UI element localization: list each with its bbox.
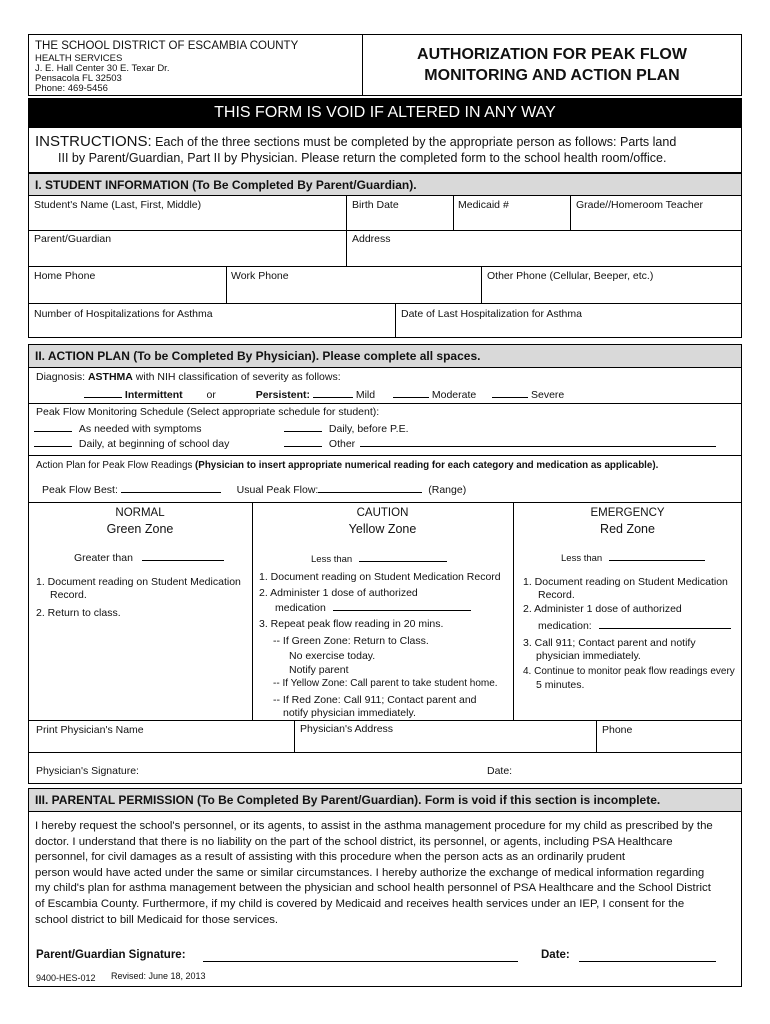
diagnosis-label: Diagnosis: bbox=[36, 371, 86, 383]
severe-label: Severe bbox=[530, 389, 565, 401]
persistent-label: Persistent: bbox=[255, 389, 310, 401]
diagnosis-line bbox=[36, 371, 341, 383]
mild-label: Mild bbox=[355, 389, 376, 401]
emergency-item-1b: Record. bbox=[538, 589, 575, 601]
peak-flow-line bbox=[42, 482, 466, 496]
daily-pe-blank[interactable] bbox=[284, 421, 322, 432]
daily-beginning-option bbox=[34, 436, 229, 450]
birth-date-field[interactable]: Birth Date bbox=[352, 199, 399, 211]
permission-line-2: doctor. I understand that there is no liability on the part of the school district, its personnel, or agents, including PSA Healthcare bbox=[35, 835, 673, 848]
address-line-2: Pensacola FL 32503 bbox=[35, 73, 122, 84]
diagnosis-text: with NIH classification of severity as follows: bbox=[135, 371, 341, 383]
instructions-text-1: Each of the three sections must be completed by the appropriate person as follows: Parts land bbox=[155, 135, 677, 149]
physician-date-field[interactable]: Date: bbox=[487, 765, 513, 777]
caution-item-notify: Notify parent bbox=[289, 664, 349, 676]
caution-item-red-b: notify physician immediately. bbox=[283, 707, 416, 719]
emergency-item-2b bbox=[538, 618, 731, 632]
caution-item-red: -- If Red Zone: Call 911; Contact parent and bbox=[273, 694, 477, 706]
caution-threshold-blank[interactable] bbox=[359, 551, 447, 562]
student-name-field[interactable]: Student's Name (Last, First, Middle) bbox=[34, 199, 202, 211]
medicaid-field[interactable]: Medicaid # bbox=[458, 199, 509, 211]
form-title-line-1: AUTHORIZATION FOR PEAK FLOW bbox=[417, 46, 687, 63]
caution-item-no-exercise: No exercise today. bbox=[289, 650, 376, 662]
home-phone-field[interactable]: Home Phone bbox=[34, 270, 96, 282]
section-3-header: III. PARENTAL PERMISSION (To Be Completed By Parent/Guardian). Form is void if this section is incomplete. bbox=[28, 788, 742, 812]
emergency-item-3b: physician immediately. bbox=[536, 650, 641, 662]
usual-peak-blank[interactable] bbox=[318, 482, 422, 493]
emergency-zone-subtitle: Red Zone bbox=[600, 522, 655, 536]
section-1-header: I. STUDENT INFORMATION (To Be Completed By Parent/Guardian). bbox=[28, 173, 742, 196]
emergency-medication-blank[interactable] bbox=[599, 618, 731, 629]
physician-phone-field[interactable]: Phone bbox=[602, 724, 633, 736]
intermittent-blank[interactable] bbox=[84, 387, 122, 398]
emergency-less-than-label: Less than bbox=[561, 553, 603, 564]
hospitalizations-field[interactable]: Number of Hospitalizations for Asthma bbox=[34, 308, 213, 320]
other-label: Other bbox=[328, 438, 356, 450]
department-name: HEALTH SERVICES bbox=[35, 53, 123, 64]
permission-text bbox=[35, 819, 713, 928]
normal-item-2: 2. Return to class. bbox=[36, 607, 121, 619]
parent-signature-line[interactable] bbox=[203, 961, 518, 962]
address-line-1: J. E. Hall Center 30 E. Texar Dr. bbox=[35, 63, 170, 74]
caution-threshold bbox=[311, 551, 447, 565]
instructions-label: INSTRUCTIONS: bbox=[35, 133, 152, 150]
other-phone-field[interactable]: Other Phone (Cellular, Beeper, etc.) bbox=[487, 270, 654, 282]
peak-best-blank[interactable] bbox=[121, 482, 221, 493]
section-2-header: II. ACTION PLAN (To be Completed By Physician). Please complete all spaces. bbox=[28, 344, 742, 368]
daily-beginning-label: Daily, at beginning of school day bbox=[78, 438, 230, 450]
other-option bbox=[284, 436, 716, 450]
normal-threshold bbox=[74, 550, 224, 564]
as-needed-label: As needed with symptoms bbox=[78, 423, 202, 435]
parent-date-line[interactable] bbox=[579, 961, 716, 962]
daily-pe-option bbox=[284, 421, 409, 435]
caution-item-yellow: -- If Yellow Zone: Call parent to take student home. bbox=[273, 678, 498, 689]
address-field[interactable]: Address bbox=[352, 233, 391, 245]
permission-line-7: school district to bill Medicaid for those services. bbox=[35, 913, 279, 926]
daily-pe-label: Daily, before P.E. bbox=[328, 423, 409, 435]
normal-zone-subtitle: Green Zone bbox=[106, 522, 174, 536]
emergency-item-2: 2. Administer 1 dose of authorized bbox=[523, 603, 682, 615]
normal-item-1b: Record. bbox=[50, 589, 87, 601]
greater-than-label: Greater than bbox=[74, 552, 133, 564]
severe-blank[interactable] bbox=[492, 387, 528, 398]
instructions-line-2: III by Parent/Guardian, Part II by Physician. Please return the completed form to the school health room/office. bbox=[58, 151, 667, 165]
caution-item-1: 1. Document reading on Student Medication Record bbox=[259, 571, 501, 583]
emergency-item-1: 1. Document reading on Student Medication bbox=[523, 576, 728, 588]
work-phone-field[interactable]: Work Phone bbox=[231, 270, 289, 282]
as-needed-blank[interactable] bbox=[34, 421, 72, 432]
normal-zone-title: NORMAL bbox=[115, 507, 165, 519]
parent-date-label: Date: bbox=[541, 949, 570, 961]
void-banner: THIS FORM IS VOID IF ALTERED IN ANY WAY bbox=[28, 98, 742, 127]
header-right-box bbox=[362, 34, 742, 96]
parent-signature-label: Parent/Guardian Signature: bbox=[36, 949, 186, 961]
daily-beginning-blank[interactable] bbox=[34, 436, 72, 447]
caution-item-3: 3. Repeat peak flow reading in 20 mins. bbox=[259, 618, 444, 630]
normal-threshold-blank[interactable] bbox=[142, 550, 224, 561]
permission-line-6: of Escambia County. Furthermore, if my child is covered by Medicaid and receives health services under an IEP, I consent for the bbox=[35, 897, 685, 910]
peak-best-label: Peak Flow Best: bbox=[42, 484, 118, 496]
permission-line-5: my child's plan for asthma management between the physician and school health personnel of PSA Healthcare and the School District bbox=[35, 882, 711, 895]
caution-medication-label: medication bbox=[275, 602, 326, 614]
as-needed-option bbox=[34, 421, 201, 435]
form-title-line-2: MONITORING AND ACTION PLAN bbox=[424, 67, 680, 84]
mild-blank[interactable] bbox=[313, 387, 353, 398]
or-label: or bbox=[206, 389, 216, 401]
caution-item-2: 2. Administer 1 dose of authorized bbox=[259, 587, 418, 599]
moderate-blank[interactable] bbox=[393, 387, 429, 398]
revised-date: Revised: June 18, 2013 bbox=[111, 971, 206, 981]
parent-guardian-field[interactable]: Parent/Guardian bbox=[34, 233, 112, 245]
emergency-item-4: 4. Continue to monitor peak flow readings every bbox=[523, 666, 735, 677]
physician-address-field[interactable]: Physician's Address bbox=[300, 723, 394, 735]
caution-zone-subtitle: Yellow Zone bbox=[348, 522, 417, 536]
grade-teacher-field[interactable]: Grade//Homeroom Teacher bbox=[576, 199, 704, 211]
other-blank[interactable] bbox=[284, 436, 322, 447]
permission-line-4: person would have acted under the same or similar circumstances. I hereby authorize the exchange of medical information regarding bbox=[35, 866, 705, 879]
moderate-label: Moderate bbox=[431, 389, 477, 401]
instructions-line-1 bbox=[35, 133, 676, 150]
physician-signature-field[interactable]: Physician's Signature: bbox=[36, 765, 139, 777]
severity-line bbox=[84, 387, 564, 401]
caution-item-2b bbox=[275, 600, 471, 614]
schedule-label: Peak Flow Monitoring Schedule (Select appropriate schedule for student): bbox=[36, 406, 380, 418]
emergency-zone-title: EMERGENCY bbox=[590, 507, 665, 519]
caution-less-than-label: Less than bbox=[311, 554, 353, 565]
emergency-item-3: 3. Call 911; Contact parent and notify bbox=[523, 637, 696, 649]
phone-line: Phone: 469-5456 bbox=[35, 83, 108, 94]
permission-line-3: personnel, for civil damages as a result of assisting with this procedure when the person acts as an ordinarily prudent bbox=[35, 851, 626, 864]
emergency-medication-label: medication: bbox=[538, 620, 592, 632]
emergency-item-4b: 5 minutes. bbox=[536, 679, 585, 691]
action-plan-instruction: (Physician to insert appropriate numerical reading for each category and medication as applicable). bbox=[195, 460, 659, 471]
caution-medication-blank[interactable] bbox=[333, 600, 471, 611]
emergency-threshold bbox=[561, 550, 705, 564]
normal-item-1: 1. Document reading on Student Medication bbox=[36, 576, 241, 588]
caution-item-green: -- If Green Zone: Return to Class. bbox=[273, 635, 429, 647]
physician-name-field[interactable]: Print Physician's Name bbox=[36, 724, 144, 736]
district-name: THE SCHOOL DISTRICT OF ESCAMBIA COUNTY bbox=[35, 40, 299, 52]
usual-peak-label: Usual Peak Flow: bbox=[236, 484, 319, 496]
permission-line-1: I hereby request the school's personnel, or its agents, to assist in the asthma management procedure for my child as prescribed by the bbox=[35, 820, 713, 832]
other-specify-line[interactable] bbox=[360, 436, 716, 447]
form-number: 9400-HES-012 bbox=[36, 973, 96, 983]
diagnosis-asthma: ASTHMA bbox=[87, 371, 133, 383]
intermittent-label: Intermittent bbox=[124, 389, 183, 401]
last-hospitalization-field[interactable]: Date of Last Hospitalization for Asthma bbox=[401, 308, 582, 320]
action-plan-text: Action Plan for Peak Flow Readings bbox=[36, 460, 193, 471]
caution-zone-title: CAUTION bbox=[356, 507, 409, 519]
range-label: (Range) bbox=[428, 484, 467, 496]
action-plan-label bbox=[36, 460, 658, 471]
emergency-threshold-blank[interactable] bbox=[609, 550, 705, 561]
